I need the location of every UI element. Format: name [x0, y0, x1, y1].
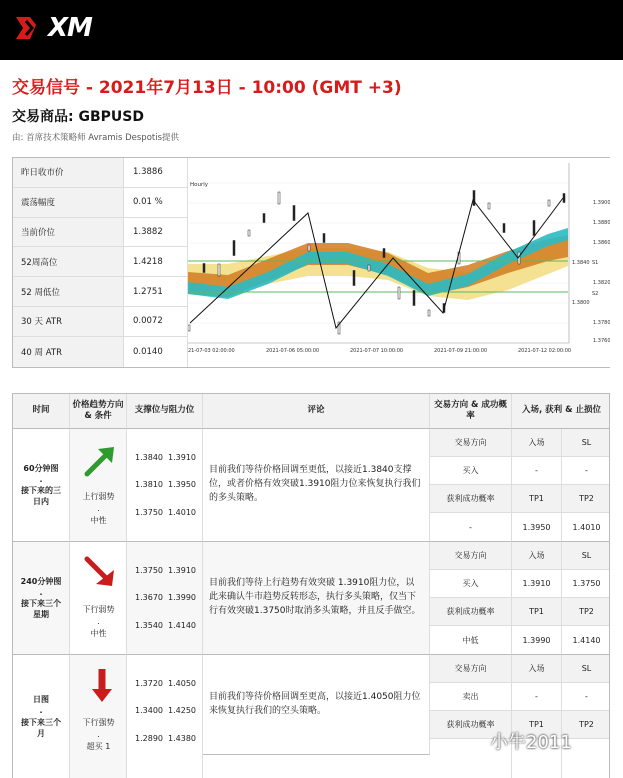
grid-cell: 1.3750: [562, 570, 610, 598]
grid-cell: 获利成功概率: [430, 711, 512, 739]
support-value: 1.3810: [135, 480, 163, 489]
x-tick-label: 2021-07-12 02:00:00: [518, 348, 572, 354]
grid-cell: 买入: [430, 457, 512, 485]
grid-cell: -: [430, 513, 512, 542]
stat-row: [13, 218, 187, 248]
grid-cell: TP1: [512, 711, 562, 739]
stat-row: [13, 307, 187, 337]
trend-cell: [70, 542, 127, 655]
stat-label: 52周高位: [13, 247, 124, 276]
dot: .: [39, 587, 43, 597]
timeframe-label: 240分钟图: [20, 576, 62, 586]
header-comment: 评论: [203, 394, 430, 429]
resistance-value: 1.3950: [168, 480, 196, 489]
header-sr: 支撑位与阻力位: [127, 394, 203, 429]
stat-value: 1.2751: [124, 277, 187, 306]
candle: [548, 200, 550, 206]
stat-value: 0.01 %: [124, 188, 187, 217]
resistance-value: 1.4050: [168, 679, 196, 688]
header-time: 时间: [13, 394, 70, 429]
trend-label: 上行弱势: [82, 492, 115, 501]
timeframe-label: Hourly: [190, 182, 209, 188]
candle: [203, 264, 205, 273]
grid-cell: 入场: [512, 655, 562, 683]
resistance-value: 1.4250: [168, 706, 196, 715]
time-cell: [13, 542, 70, 655]
horizon-label: 接下来的三日内: [21, 486, 61, 507]
candle: [503, 224, 505, 233]
candle: [248, 230, 250, 236]
stat-value: 1.3882: [124, 218, 187, 247]
candle: [473, 191, 475, 206]
grid-cell: 入场: [512, 542, 562, 570]
grid-cell: 1.4140: [562, 626, 610, 655]
dot: .: [97, 730, 100, 739]
timeframe-label: 60分钟图: [23, 463, 59, 473]
dot: .: [39, 474, 43, 484]
x-tick-label: 2021-07-07 10:00:00: [350, 348, 404, 354]
top-bar: [0, 0, 623, 60]
y-tick-label: 1.3860: [593, 240, 610, 246]
candle: [368, 265, 370, 271]
stat-row: [13, 277, 187, 307]
condition-label: 超买 1: [86, 742, 111, 751]
symbol-label: 交易商品: GBPUSD: [12, 109, 144, 125]
condition-label: 中性: [90, 629, 107, 638]
stat-row: [13, 247, 187, 277]
author-byline: 由: 首席技术策略师 Avramis Despotis提供: [12, 133, 180, 143]
comment-cell: 目前我们等待价格回调至更低，以接近1.3840支撑位，或者价格有效突破1.3910阻力位来恢复执行我们的多头策略。: [203, 429, 430, 542]
candle: [413, 291, 415, 306]
trend-cell: [70, 429, 127, 542]
grid-cell: -: [562, 457, 610, 485]
grid-cell: 交易方向: [430, 655, 512, 683]
grid-cell: -: [512, 457, 562, 485]
grid-cell: -: [562, 683, 610, 711]
stat-value: 0.0072: [124, 307, 187, 336]
grid-cell: SL: [562, 542, 610, 570]
candle: [233, 241, 235, 256]
candle: [308, 245, 310, 251]
grid-cell: 交易方向: [430, 429, 512, 457]
grid-cell: 1.4010: [562, 513, 610, 542]
candle: [353, 271, 355, 286]
y-tick-label: 1.3880: [593, 220, 610, 226]
resistance-value: 1.3990: [168, 593, 196, 602]
stats-table: [13, 158, 187, 367]
horizon-label: 接下来三个月: [21, 717, 61, 738]
time-cell: [13, 655, 70, 778]
x-tick-label: 2021-07-06 05:00:00: [266, 348, 320, 354]
y-tick-label: 1.3780: [593, 320, 610, 326]
y-tick-label: 1.3760: [593, 338, 610, 344]
y-tick-label: 1.3900: [593, 200, 610, 206]
stat-value: 1.4218: [124, 247, 187, 276]
logo-text: XM: [48, 13, 92, 43]
watermark: 小牛2011: [490, 732, 572, 753]
stat-label: 52 周低位: [13, 277, 124, 306]
grid-cell: 1.3990: [512, 626, 562, 655]
sr-cell: [127, 542, 203, 655]
logo-mark-icon: [14, 13, 44, 43]
stat-label: 昨日收市价: [13, 158, 124, 187]
header-trend: 价格趋势方向 & 条件: [70, 394, 127, 429]
candle: [428, 310, 430, 316]
comment-cell: 目前我们等待价格回调至更高，以接近1.4050阻力位来恢复执行我们的空头策略。: [203, 655, 430, 755]
price-chart: [187, 158, 610, 367]
grid-cell: 获利成功概率: [430, 485, 512, 513]
support-value: 1.3670: [135, 593, 163, 602]
grid-cell: TP1: [512, 598, 562, 626]
candle: [218, 264, 220, 276]
stat-value: 1.3886: [124, 158, 187, 187]
arrow-down-icon: [84, 667, 120, 703]
dot: .: [39, 706, 43, 716]
x-tick-label: 2021-07-09 21:00:00: [434, 348, 488, 354]
support-value: 1.3840: [135, 453, 163, 462]
grid-cell: -: [512, 683, 562, 711]
stat-row: [13, 158, 187, 188]
sr-cell: [127, 429, 203, 542]
grid-cell: 入场: [512, 429, 562, 457]
dot: .: [97, 504, 100, 513]
grid-cell: TP2: [562, 711, 610, 739]
support-value: 1.3400: [135, 706, 163, 715]
grid-cell: 1.3910: [512, 570, 562, 598]
stat-label: 当前价位: [13, 218, 124, 247]
y-tick-label: 1.3840: [572, 260, 590, 266]
candle: [188, 325, 190, 331]
comment-cell: 目前我们等待上行趋势有效突破 1.3910阻力位，以此来确认牛市趋势反转形态，执行多头策略，仅当下行有效突破1.3750时取消多头策略，并且反手做空。: [203, 542, 430, 655]
candle: [398, 287, 400, 299]
stat-row: [13, 188, 187, 218]
header-direction: 交易方向 & 成功概率: [430, 394, 512, 429]
grid-cell: 交易方向: [430, 542, 512, 570]
grid-cell: 卖出: [430, 683, 512, 711]
trend-label: 下行弱势: [82, 605, 115, 614]
s1-label: S1: [592, 260, 599, 266]
stat-value: 0.0140: [124, 337, 187, 367]
xm-logo[interactable]: [14, 12, 92, 44]
signals-table: [12, 393, 610, 778]
sr-cell: [127, 655, 203, 778]
summary-panel: [12, 157, 610, 368]
grid-cell: 获利成功概率: [430, 598, 512, 626]
grid-cell: TP1: [512, 485, 562, 513]
y-tick-label: 1.3820: [593, 280, 610, 286]
timeframe-label: 日图: [33, 695, 49, 705]
horizon-label: 接下来三个星期: [21, 599, 61, 620]
candle: [488, 203, 490, 209]
grid-cell: SL: [562, 429, 610, 457]
candle: [278, 192, 280, 204]
dot: .: [97, 617, 100, 626]
y-tick-label: 1.3800: [572, 300, 590, 306]
stat-label: 40 周 ATR: [13, 337, 124, 367]
header-entry: 入场, 获利 & 止损位: [512, 394, 610, 429]
grid-cell: 买入: [430, 570, 512, 598]
grid-cell: TP2: [562, 598, 610, 626]
page-title: 交易信号 - 2021年7月13日 - 10:00 (GMT +3): [12, 78, 402, 98]
s2-label: S2: [592, 291, 599, 297]
grid-cell: 1.3950: [512, 513, 562, 542]
grid-cell: TP2: [562, 485, 610, 513]
resistance-value: 1.3910: [168, 566, 196, 575]
support-value: 1.3720: [135, 679, 163, 688]
support-value: 1.2890: [135, 734, 163, 743]
support-value: 1.3750: [135, 566, 163, 575]
arrow-down-right-icon: [82, 554, 118, 590]
stat-label: 30 天 ATR: [13, 307, 124, 336]
candle: [263, 214, 265, 223]
resistance-value: 1.4380: [168, 734, 196, 743]
candle: [383, 249, 385, 258]
resistance-value: 1.4010: [168, 508, 196, 517]
candle: [323, 234, 325, 243]
x-tick-label: 21-07-03 02:00:00: [188, 348, 235, 354]
resistance-value: 1.3910: [168, 453, 196, 462]
stat-label: 震荡幅度: [13, 188, 124, 217]
candle: [293, 206, 295, 221]
trend-cell: [70, 655, 127, 778]
resistance-value: 1.4140: [168, 621, 196, 630]
support-value: 1.3540: [135, 621, 163, 630]
time-cell: [13, 429, 70, 542]
candle: [563, 194, 565, 203]
support-value: 1.3750: [135, 508, 163, 517]
grid-cell: 中低: [430, 626, 512, 655]
stat-row: [13, 337, 187, 367]
arrow-up-right-icon: [82, 443, 118, 479]
condition-label: 中性: [90, 516, 107, 525]
candle: [533, 221, 535, 236]
grid-cell: SL: [562, 655, 610, 683]
trend-label: 下行强势: [82, 718, 115, 727]
